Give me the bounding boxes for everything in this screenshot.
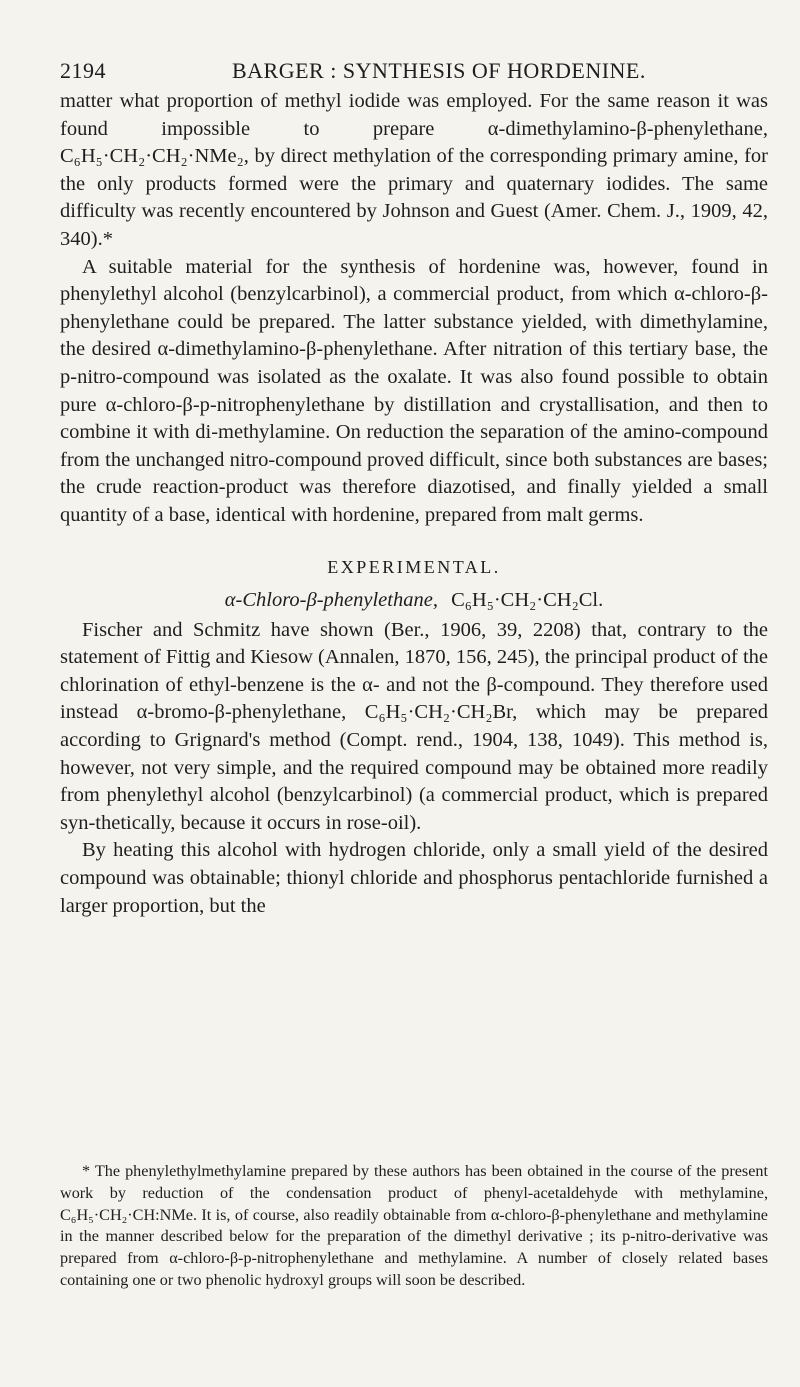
paragraph-synthesis: A suitable material for the synthesis of hordenine was, however, found in phenylethyl alcohol (benzylcarbinol), a commercial product, from which α-chloro-β-phenylethane could be prepared. The latter substance yielded, with dimethylamine, the desired α-dimethylamino-β-phenylethane. After nitration of this tertiary base, the p-nitro-compound was isolated as the oxalate. It was also found possible to obtain pure α-chloro-β-p-nitrophenylethane by distillation and crystallisation, and then to combine it with di-methylamine. On reduction the separation of the amino-compound from the unchanged nitro-compound proved difficult, since both substances are bases; the crude reaction-product was therefore diazotised, and finally yielded a small quantity of a base, identical with hordenine, prepared from malt germs. (60, 255, 768, 526)
page-header (60, 58, 660, 86)
main-text (60, 88, 768, 920)
running-title: BARGER : SYNTHESIS OF HORDENINE. (232, 58, 646, 83)
compound-name: α-Chloro-β-phenylethane, (224, 589, 438, 612)
page-number: 2194 (60, 58, 106, 83)
footnote-text: * The phenylethylmethylamine prepared by these authors has been obtained in the course of the present work by reduction of the condensation product of phenyl-acetaldehyde with methylamine, C₆H₅·CH₂·CH:NMe. It is, of course, also readily obtainable from α-chloro-β-phenylethane and methylamine in the manner described below for the preparation of the dimethyl derivative ; its p-nitro-derivative was prepared from α-chloro-β-p-nitrophenylethane and methylamine. A number of closely related bases containing one or two phenolic hydroxyl groups will soon be described. (60, 1162, 768, 1289)
paragraph-fischer: Fischer and Schmitz have shown (Ber., 1906, 39, 2208) that, contrary to the statement of Fittig and Kiesow (Annalen, 1870, 156, 245), the principal product of the chlorination of ethyl-benzene is the α- and not the β-compound. They therefore used instead α-bromo-β-phenylethane, C₆H₅·CH₂·CH₂Br, which may be prepared according to Grignard's method (Compt. rend., 1904, 138, 1049). This method is, however, not very simple, and the required compound may be obtained more readily from phenylethyl alcohol (benzylcarbinol) (a commercial product, which is prepared syn-thetically, because it occurs in rose-oil). (60, 618, 768, 834)
paragraph-heating: By heating this alcohol with hydrogen chloride, only a small yield of the desired compound was obtainable; thionyl chloride and phosphorus pentachloride furnished a larger proportion, but the (60, 839, 768, 917)
paragraph-continuation: matter what proportion of methyl iodide was employed. For the same reason it was found impossible to prepare α-dimethylamino-β-phenylethane, C₆H₅·CH₂·CH₂·NMe₂, by direct methylation of the corresponding primary amine, for the only products formed were the primary and quaternary iodides. The same difficulty was recently encountered by Johnson and Guest (Amer. Chem. J., 1909, 42, 340).* (60, 90, 768, 250)
footnote (60, 1161, 768, 1292)
section-heading-experimental: EXPERIMENTAL. (327, 556, 501, 577)
compound-formula: C₆H₅·CH₂·CH₂Cl. (451, 589, 604, 612)
compound-heading (60, 587, 768, 615)
